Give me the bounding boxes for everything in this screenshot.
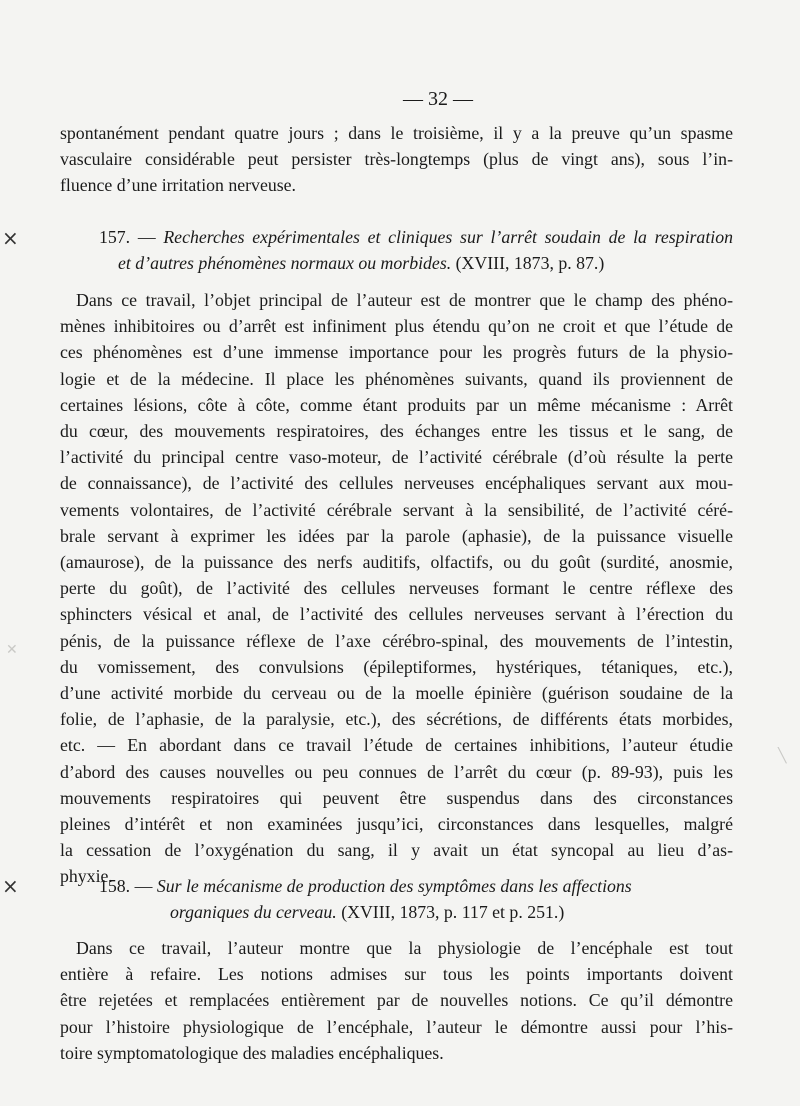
body-line: toire symptomatologique des maladies encéphaliques. xyxy=(60,1042,444,1063)
body-line: mènes inhibitoires ou d’arrêt est infiniment plus étendu qu’on ne croit et que l’étude de xyxy=(60,316,733,337)
body-line: pour l’histoire physiologique de l’encéphale, l’auteur le démontre aussi pour l’his- xyxy=(60,1016,733,1037)
entry-reference: (XVIII, 1873, p. 117 et p. 251.) xyxy=(341,902,565,922)
body-line: brale servant à exprimer les idées par la parole (aphasie), de la puissance visuelle xyxy=(60,525,733,546)
body-line: être rejetées et remplacées entièrement par de nouvelles notions. Ce qu’il démontre xyxy=(60,990,733,1011)
body-line: la cessation de l’oxygénation du sang, il y avait un état syncopal au lieu d’as- xyxy=(60,840,733,861)
body-line: entière à refaire. Les notions admises sur tous les points importants doivent xyxy=(60,964,733,985)
body-line: folie, de l’aphasie, de la paralysie, etc.), des sécrétions, de différents états morbides, xyxy=(60,709,733,730)
body-line: phyxie. xyxy=(60,866,113,887)
body-line: certaines lésions, côte à côte, comme étant produits par un même mécanisme : Arrêt xyxy=(60,394,733,415)
body-line: logie et de la médecine. Il place les phénomènes suivants, quand ils proviennent de xyxy=(60,368,733,389)
entry-title: Recherches expérimentales et cliniques sur l’arrêt soudain de la respiration xyxy=(163,227,733,247)
body-line: ces phénomènes est d’une immense importance pour les progrès futurs de la physio- xyxy=(60,342,733,363)
entry-157-heading xyxy=(99,224,733,250)
intro-paragraph xyxy=(60,120,733,199)
body-line: Dans ce travail, l’auteur montre que la physiologie de l’encéphale est tout xyxy=(76,938,733,958)
body-line: vements volontaires, de l’activité cérébrale servant à la sensibilité, de l’activité céré- xyxy=(60,499,733,520)
entry-reference: (XVIII, 1873, p. 87.) xyxy=(455,253,605,273)
entry-158-heading-line2 xyxy=(170,899,564,925)
body-line: du cœur, des mouvements respiratoires, des échanges entre les tissus et le sang, de xyxy=(60,421,733,442)
margin-cross-mark: × xyxy=(2,226,19,250)
body-line: l’activité du principal centre vaso-moteur, de l’activité cérébrale (d’où résulte la perte xyxy=(60,447,733,468)
body-line: mouvements respiratoires qui peuvent être suspendus dans des circonstances xyxy=(60,787,733,808)
entry-title: Sur le mécanisme de production des symptômes dans les affections xyxy=(156,876,632,896)
intro-line: spontanément pendant quatre jours ; dans le troisième, il y a la preuve qu’un spasme xyxy=(60,123,733,143)
page-number: — 32 — xyxy=(403,88,473,110)
body-line: pénis, de la puissance réflexe de l’axe cérébro-spinal, des mouvements de l’intestin, xyxy=(60,630,733,651)
entry-number: 157. xyxy=(99,227,131,247)
body-line: d’abord des causes nouvelles ou peu connues de l’arrêt du cœur (p. 89-93), puis les xyxy=(60,761,733,782)
body-line: perte du goût), de l’activité des cellules nerveuses formant le centre réflexe des xyxy=(60,578,733,599)
entry-158-body xyxy=(60,935,733,1066)
show-through-mark: ╲ xyxy=(778,748,787,764)
body-line: Dans ce travail, l’objet principal de l’auteur est de montrer que le champ des phéno- xyxy=(76,290,733,310)
entry-title-continued: organiques du cerveau. xyxy=(170,902,337,922)
entry-158-heading xyxy=(99,873,632,899)
intro-line: fluence d’une irritation nerveuse. xyxy=(60,175,296,196)
body-line: d’une activité morbide du cerveau ou de la moelle épinière (guérison soudaine de la xyxy=(60,683,733,704)
body-line: de connaissance), de l’activité des cellules nerveuses encéphaliques servant aux mou- xyxy=(60,473,733,494)
intro-line: vasculaire considérable peut persister très-longtemps (plus de vingt ans), sous l’in- xyxy=(60,149,733,170)
entry-dash: — xyxy=(134,876,153,896)
show-through-mark: ✕ xyxy=(6,642,18,658)
entry-157-body xyxy=(60,287,733,890)
body-line: du vomissement, des convulsions (épileptiformes, hystériques, tétaniques, etc.), xyxy=(60,656,733,677)
margin-cross-mark: × xyxy=(2,874,19,898)
body-line: etc. — En abordant dans ce travail l’étude de certaines inhibitions, l’auteur étudie xyxy=(60,735,733,756)
body-line: (amaurose), de la puissance des nerfs auditifs, olfactifs, ou du goût (surdité, anosmie, xyxy=(60,552,733,573)
body-line: pleines d’intérêt et non examinées jusqu’ici, circonstances dans lesquelles, malgré xyxy=(60,814,733,835)
entry-dash: — xyxy=(137,227,156,247)
body-line: sphincters vésical et anal, de l’activité des cellules nerveuses servant à l’érection du xyxy=(60,604,733,625)
entry-number: 158. xyxy=(99,876,131,896)
entry-157-heading-line2 xyxy=(118,250,604,276)
entry-title-continued: et d’autres phénomènes normaux ou morbides. xyxy=(118,253,452,273)
